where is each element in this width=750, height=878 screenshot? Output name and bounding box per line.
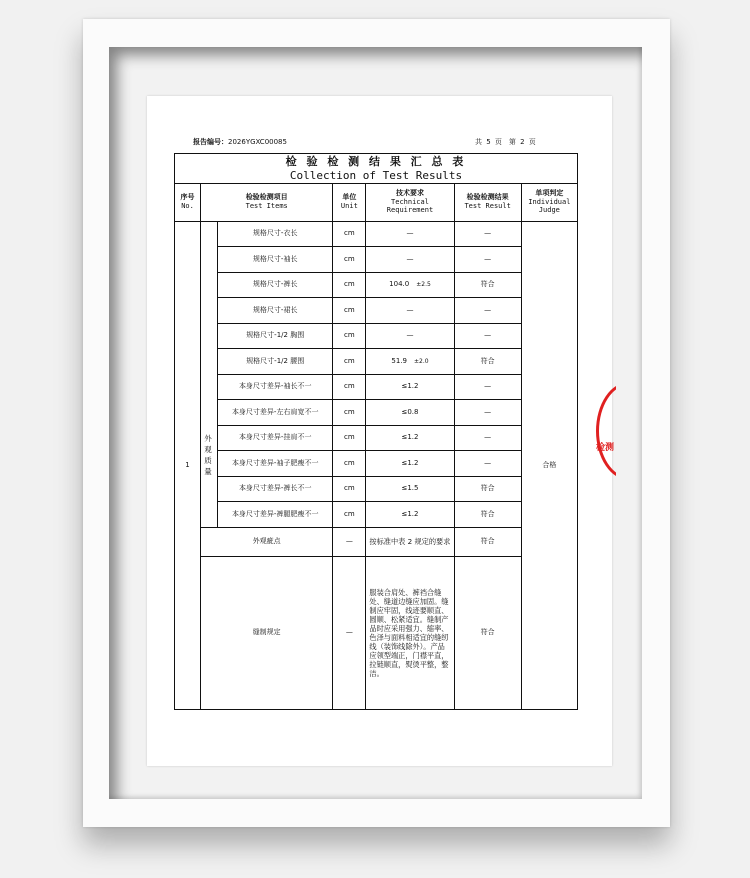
requirement: ≤1.5	[366, 476, 454, 502]
judge: 合格	[521, 221, 577, 709]
unit: cm	[333, 476, 366, 502]
requirement: ≤1.2	[366, 374, 454, 400]
result: —	[454, 400, 521, 426]
test-item: 规格尺寸-1/2 腰围	[218, 349, 333, 375]
test-item: 本身尺寸差异-左右肩宽不一	[218, 400, 333, 426]
col-header-unit: 单位 Unit	[333, 183, 366, 221]
unit: cm	[333, 247, 366, 273]
unit: cm	[333, 323, 366, 349]
title-zh: 检 验 检 测 结 果 汇 总 表	[285, 155, 467, 168]
unit: —	[333, 527, 366, 556]
requirement: 按标准中表 2 规定的要求	[366, 527, 454, 556]
test-item: 规格尺寸-裙长	[218, 298, 333, 324]
col-header-requirement: 技术要求 Technical Requirement	[366, 183, 454, 221]
unit: cm	[333, 349, 366, 375]
unit: cm	[333, 502, 366, 528]
requirement: —	[366, 323, 454, 349]
col-header-judge: 单项判定 Individual Judge	[521, 183, 577, 221]
report-number-label: 报告编号：	[193, 138, 228, 146]
unit: cm	[333, 221, 366, 247]
test-item: 本身尺寸差异-袖长不一	[218, 374, 333, 400]
result: 符合	[454, 476, 521, 502]
requirement: —	[366, 298, 454, 324]
requirement: —	[366, 221, 454, 247]
col-header-result: 检验检测结果 Test Result	[454, 183, 521, 221]
requirement: ≤0.8	[366, 400, 454, 426]
test-item: 外观疵点	[201, 527, 333, 556]
test-item: 本身尺寸差异-裤腿肥瘦不一	[218, 502, 333, 528]
row-number: 1	[175, 221, 201, 709]
report-number-value: 2026YGXC00085	[228, 138, 287, 146]
col-header-no: 序号 No.	[175, 183, 201, 221]
test-item: 本身尺寸差异-挂肩不一	[218, 425, 333, 451]
result: 符合	[454, 527, 521, 556]
title-en: Collection of Test Results	[289, 168, 463, 182]
unit: cm	[333, 400, 366, 426]
requirement: 104.0 ±2.5	[366, 272, 454, 298]
test-item: 规格尺寸-裤长	[218, 272, 333, 298]
result: —	[454, 451, 521, 477]
unit: cm	[333, 425, 366, 451]
category-spacer-top	[201, 221, 218, 527]
test-item: 规格尺寸-衣长	[218, 221, 333, 247]
unit: cm	[333, 374, 366, 400]
official-seal	[596, 376, 616, 486]
result: 符合	[454, 502, 521, 528]
result: 符合	[454, 272, 521, 298]
unit: cm	[333, 272, 366, 298]
test-item: 规格尺寸-袖长	[218, 247, 333, 273]
requirement: —	[366, 247, 454, 273]
requirement: ≤1.2	[366, 502, 454, 528]
result: —	[454, 425, 521, 451]
requirement: 51.9 ±2.0	[366, 349, 454, 375]
result: 符合	[454, 349, 521, 375]
result: —	[454, 221, 521, 247]
unit: —	[333, 556, 366, 709]
results-table	[174, 153, 578, 710]
report-number	[193, 137, 287, 147]
result: —	[454, 247, 521, 273]
test-item: 本身尺寸差异-袖子肥瘦不一	[218, 451, 333, 477]
col-header-item: 检验检测项目 Test Items	[201, 183, 333, 221]
result: —	[454, 323, 521, 349]
table-title	[175, 154, 578, 184]
unit: cm	[333, 451, 366, 477]
requirement: ≤1.2	[366, 425, 454, 451]
requirement: ≤1.2	[366, 451, 454, 477]
test-item: 本身尺寸差异-裤长不一	[218, 476, 333, 502]
category-label: 外观质量	[202, 434, 214, 478]
test-item: 规格尺寸-1/2 胸围	[218, 323, 333, 349]
result: —	[454, 374, 521, 400]
requirement: 服装合肩处、裤裆合缝处、缝道边缝应加固。缝制应牢固，线迹要顺直、圆顺、松紧适宜。缝制产品时应采用强力、缩率、色泽与面料相适宜的缝纫线（装饰线除外）。产品应领型端正，门襟平直，拉链顺直，熨烫平整，整洁。	[366, 556, 454, 709]
test-item: 缝制规定	[201, 556, 333, 709]
seal-text: 检测	[596, 443, 615, 453]
result: —	[454, 298, 521, 324]
unit: cm	[333, 298, 366, 324]
result: 符合	[454, 556, 521, 709]
page-count: 共 5 页 第 2 页	[475, 138, 536, 146]
